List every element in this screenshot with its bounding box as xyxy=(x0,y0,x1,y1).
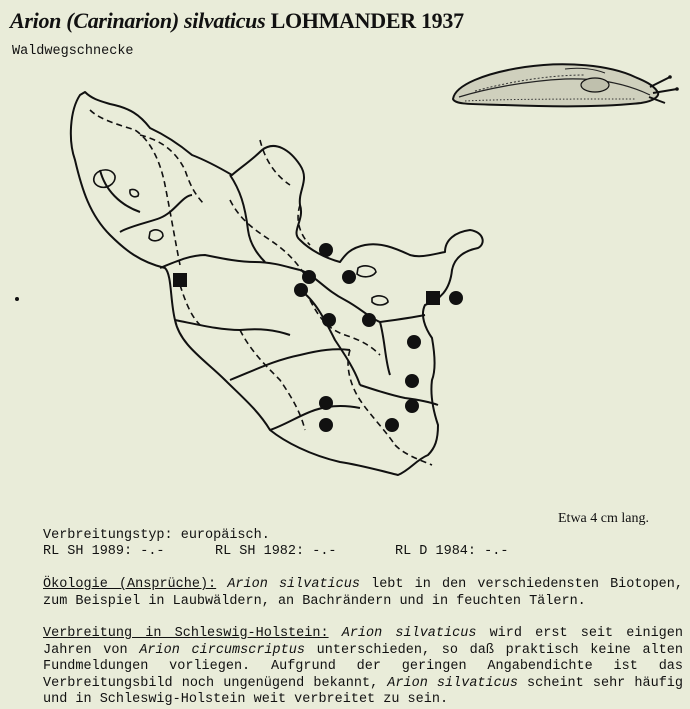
rl-d-1984: RL D 1984: -.- xyxy=(395,544,509,559)
distribution-species-2: Arion circumscriptus xyxy=(139,642,305,658)
record-square xyxy=(173,273,187,287)
distribution-paragraph xyxy=(43,626,683,709)
record-dot xyxy=(319,418,333,432)
record-dot xyxy=(294,283,308,297)
distribution-text-2: unterschieden, so daß praktisch keine alten Fundmeldungen vorliegen. Aufgrund der geringen Angabendichte ist das Verbreitungsbild noch ungenügend bekannt, xyxy=(43,642,683,691)
ecology-paragraph xyxy=(43,577,683,610)
record-dot xyxy=(407,335,421,349)
size-note: Etwa 4 cm lang. xyxy=(558,511,649,526)
record-dot xyxy=(322,313,336,327)
record-dot xyxy=(385,418,399,432)
distribution-species-3: Arion silvaticus xyxy=(387,675,518,691)
record-dot xyxy=(362,313,376,327)
record-dot xyxy=(302,270,316,284)
record-dot xyxy=(319,396,333,410)
rl-sh-1982: RL SH 1982: -.- xyxy=(215,544,337,559)
record-dot xyxy=(449,291,463,305)
record-square xyxy=(426,291,440,305)
rl-sh-1989: RL SH 1989: -.- xyxy=(43,544,165,559)
author-name: LOHMANDER 1937 xyxy=(270,8,464,33)
common-name: Waldwegschnecke xyxy=(12,44,134,59)
distribution-text-3: scheint sehr häufig und in Schleswig-Holstein weit verbreitet zu sein. xyxy=(43,675,683,707)
distribution-species-1: Arion silvaticus xyxy=(341,626,477,641)
ecology-text: lebt in den verschiedensten Biotopen, zum Beispiel in Laubwäldern, an Bachrändern und in feuchten Tälern. xyxy=(43,577,683,609)
distribution-text-1: wird erst seit einigen Jahren von xyxy=(43,626,683,658)
genus-name: Arion xyxy=(10,8,62,33)
record-dot xyxy=(405,399,419,413)
record-dot xyxy=(405,374,419,388)
distribution-heading: Verbreitung in Schleswig-Holstein: xyxy=(43,626,329,641)
map-outline xyxy=(71,92,483,475)
distribution-type: Verbreitungstyp: europäisch. xyxy=(43,528,270,543)
ecology-species: Arion silvaticus xyxy=(227,577,360,592)
record-dot xyxy=(319,243,333,257)
species-name: silvaticus xyxy=(184,8,266,33)
subgenus-name: (Carinarion) xyxy=(66,8,179,33)
ecology-heading: Ökologie (Ansprüche): xyxy=(43,577,217,592)
record-dot xyxy=(342,270,356,284)
